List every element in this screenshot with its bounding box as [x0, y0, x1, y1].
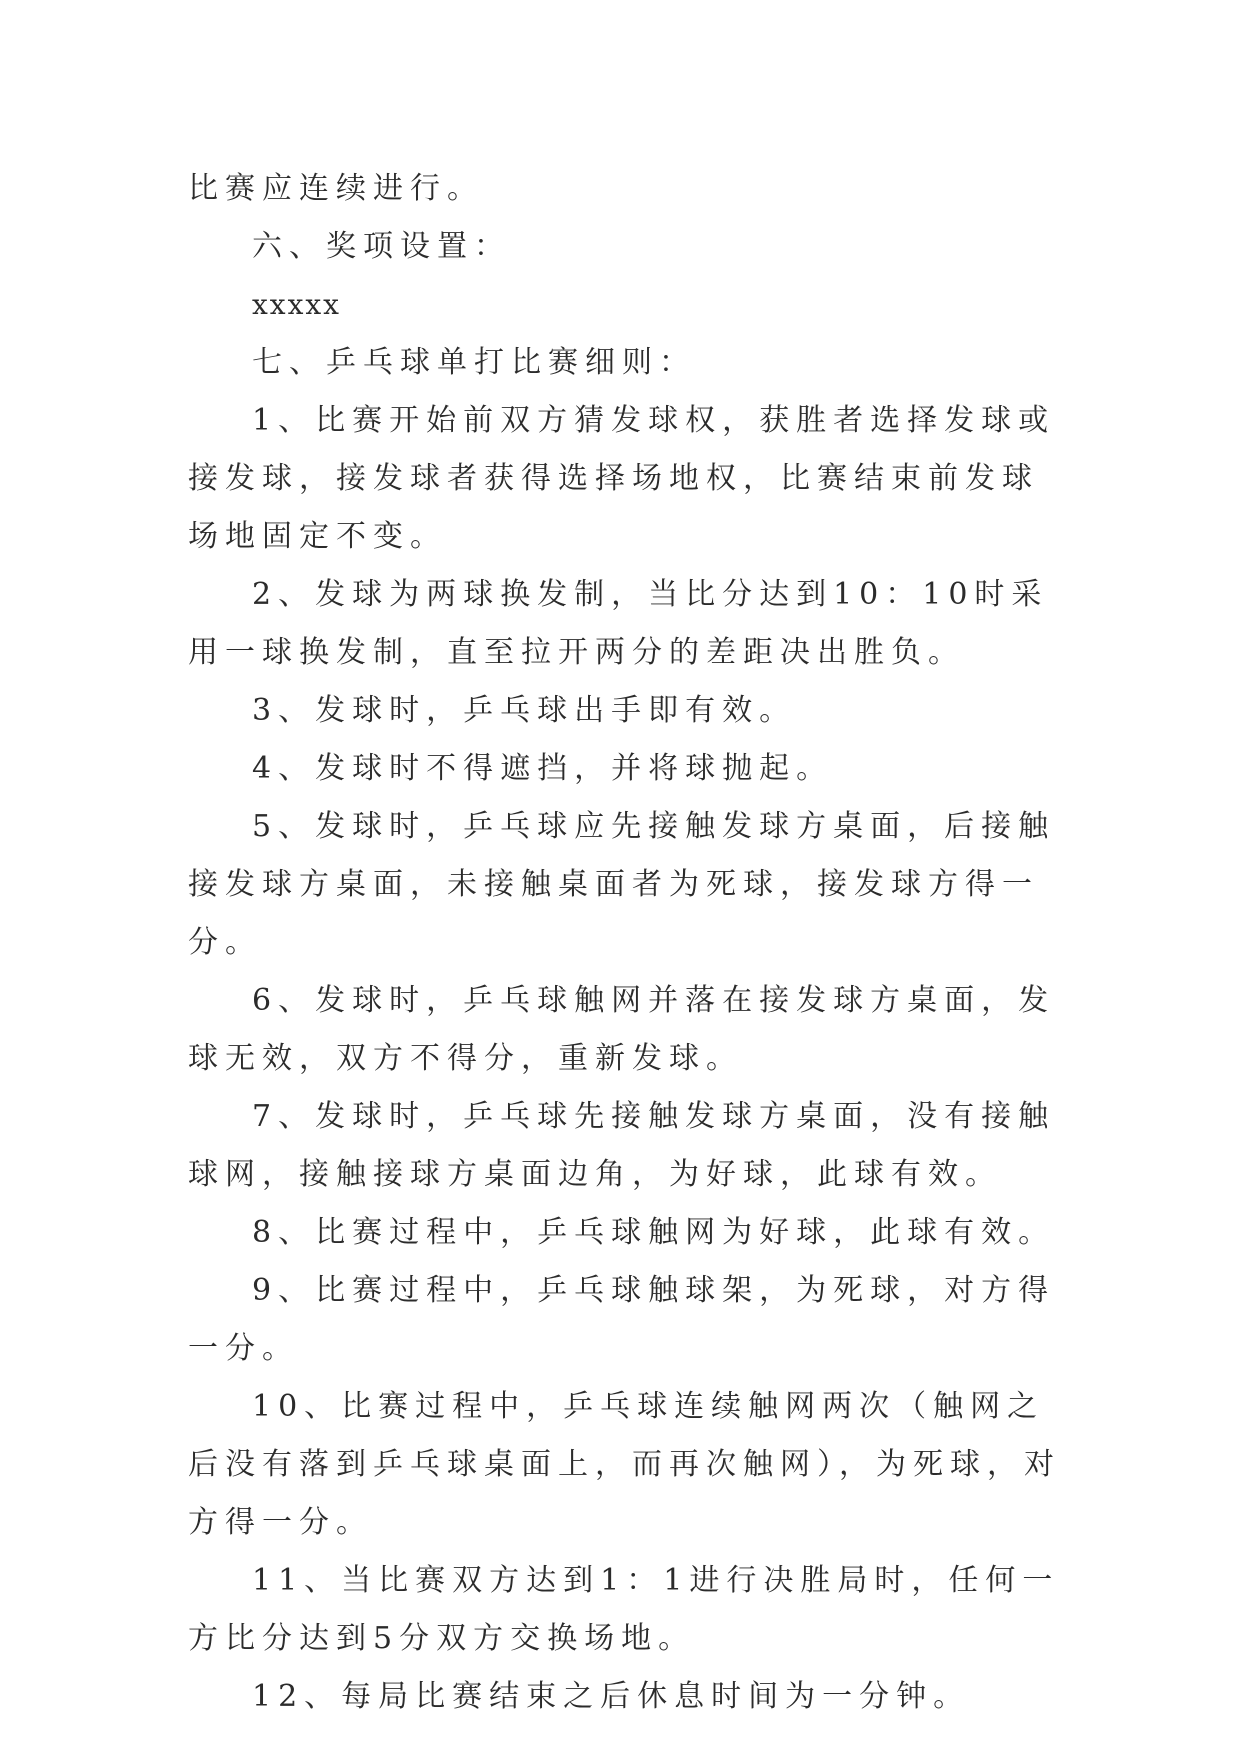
rule-item-5: 5、发球时，乒乓球应先接触发球方桌面，后接触接发球方桌面，未接触桌面者为死球，接发球方得一分。: [188, 809, 1056, 960]
rule-item-3: 3、发球时，乒乓球出手即有效。: [252, 693, 797, 728]
section-heading-rules: 七、乒乓球单打比赛细则：: [252, 345, 696, 380]
rule-item-10: 10、比赛过程中，乒乓球连续触网两次（触网之后没有落到乒乓球桌面上，而再次触网），为死球，对方得一分。: [188, 1389, 1061, 1540]
rule-item-6: 6、发球时，乒乓球触网并落在接发球方桌面，发球无效，双方不得分，重新发球。: [188, 983, 1056, 1076]
awards-placeholder: xxxxx: [252, 288, 341, 321]
rule-item-1: 1、比赛开始前双方猜发球权，获胜者选择发球或接发球，接发球者获得选择场地权，比赛结束前发球场地固定不变。: [188, 403, 1056, 554]
rule-item-11: 11、当比赛双方达到1：1进行决胜局时，任何一方比分达到5分双方交换场地。: [188, 1563, 1060, 1656]
section-heading-awards: 六、奖项设置：: [252, 229, 511, 264]
document-body: [188, 160, 1068, 1726]
rule-item-9: 9、比赛过程中，乒乓球触球架，为死球，对方得一分。: [188, 1273, 1056, 1366]
rule-item-8: 8、比赛过程中，乒乓球触网为好球，此球有效。: [252, 1215, 1056, 1250]
rule-item-4: 4、发球时不得遮挡，并将球抛起。: [252, 751, 834, 786]
paragraph-continuation: 比赛应连续进行。: [188, 171, 484, 206]
rule-item-12: 12、每局比赛结束之后休息时间为一分钟。: [252, 1679, 971, 1714]
rule-item-2: 2、发球为两球换发制，当比分达到10：10时采用一球换发制，直至拉开两分的差距决出胜负。: [188, 577, 1049, 670]
rule-item-7: 7、发球时，乒乓球先接触发球方桌面，没有接触球网，接触接球方桌面边角，为好球，此球有效。: [188, 1099, 1056, 1192]
